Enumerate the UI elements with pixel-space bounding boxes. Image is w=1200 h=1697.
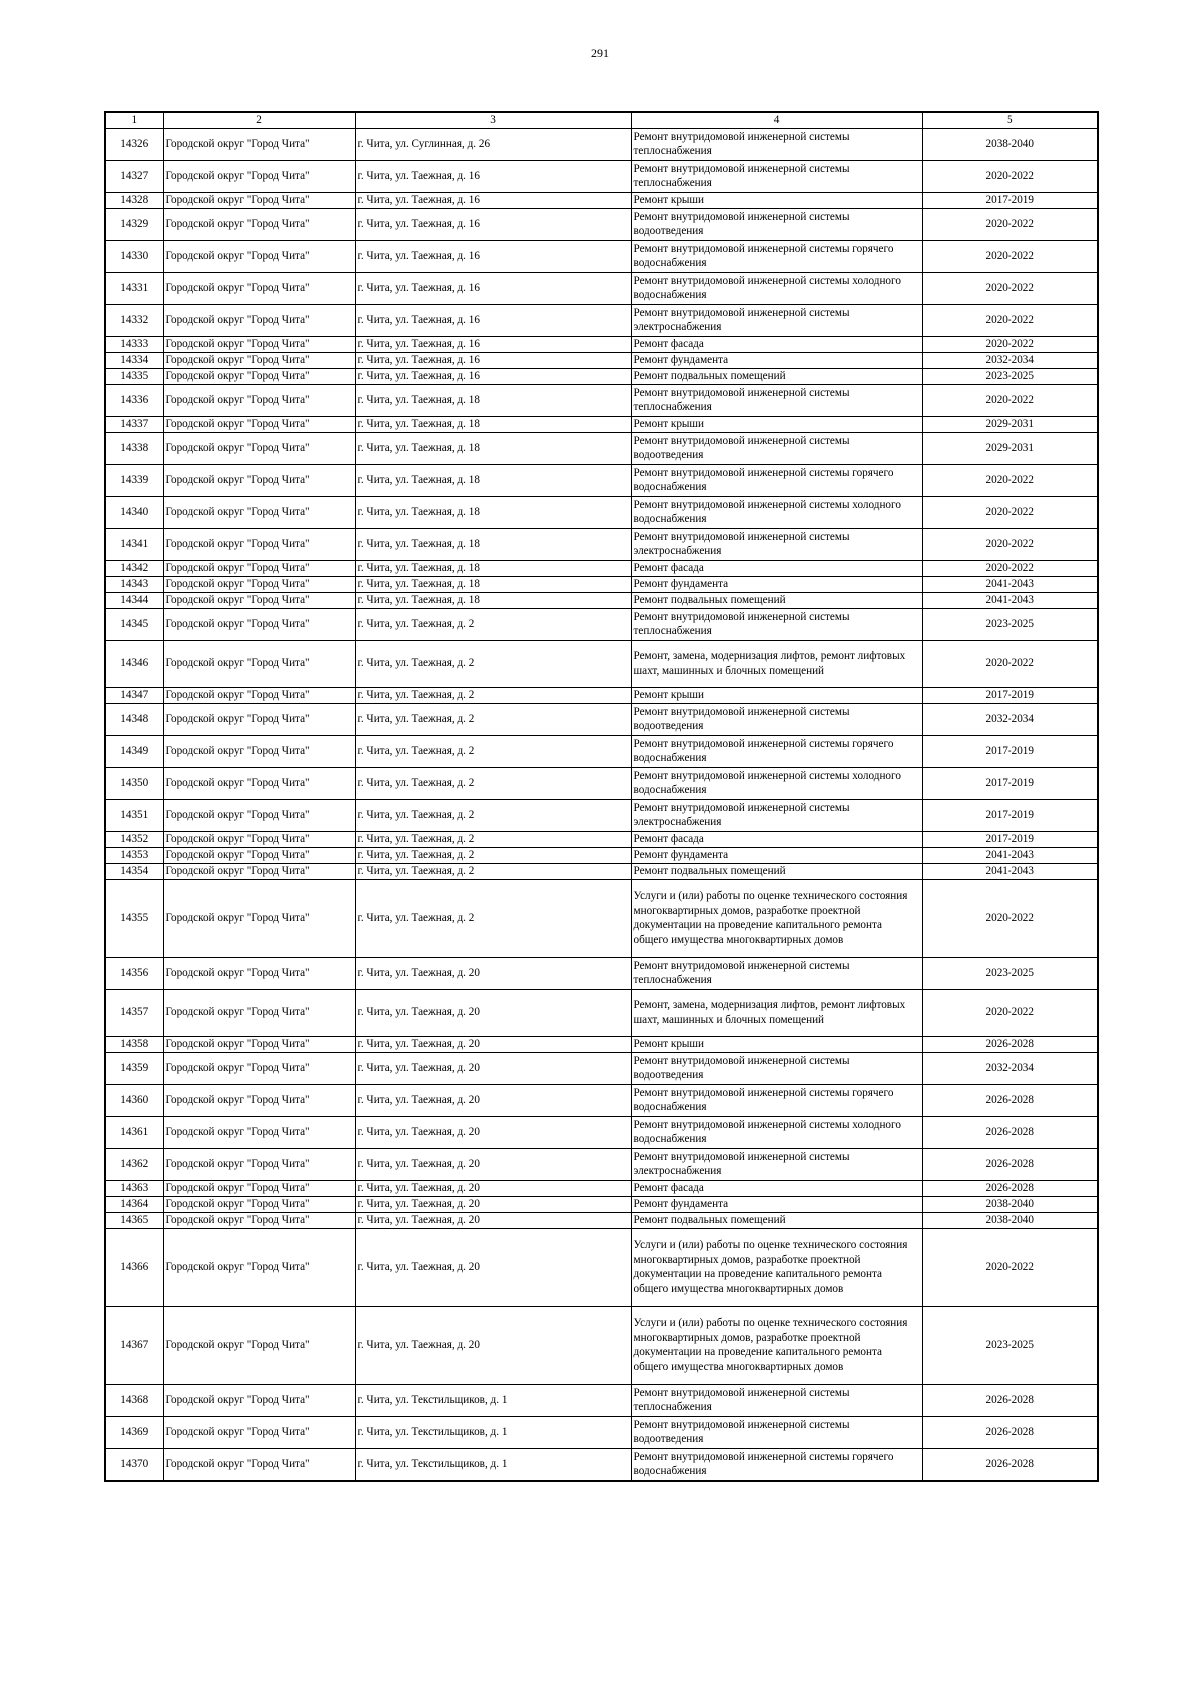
table-row (105, 1052, 1098, 1084)
period-cell: 2020-2022 (922, 384, 1098, 416)
address-cell: г. Чита, ул. Таежная, д. 20 (355, 1084, 631, 1116)
column-number: 1 (105, 112, 163, 128)
row-number: 14355 (105, 879, 163, 957)
address-cell: г. Чита, ул. Таежная, д. 18 (355, 432, 631, 464)
capital-repair-table (104, 111, 1099, 1482)
row-number: 14353 (105, 847, 163, 863)
work-type-cell: Ремонт крыши (631, 1036, 922, 1052)
work-type-cell: Ремонт внутридомовой инженерной системы теплоснабжения (631, 957, 922, 989)
row-number: 14332 (105, 304, 163, 336)
address-cell: г. Чита, ул. Таежная, д. 18 (355, 528, 631, 560)
row-number: 14338 (105, 432, 163, 464)
row-number: 14328 (105, 192, 163, 208)
row-number: 14352 (105, 831, 163, 847)
municipality-cell: Городской округ "Город Чита" (163, 560, 355, 576)
period-cell: 2020-2022 (922, 464, 1098, 496)
municipality-cell: Городской округ "Город Чита" (163, 831, 355, 847)
table-row (105, 767, 1098, 799)
table-row (105, 160, 1098, 192)
period-cell: 2017-2019 (922, 192, 1098, 208)
address-cell: г. Чита, ул. Таежная, д. 16 (355, 352, 631, 368)
address-cell: г. Чита, ул. Текстильщиков, д. 1 (355, 1384, 631, 1416)
address-cell: г. Чита, ул. Таежная, д. 20 (355, 1196, 631, 1212)
row-number: 14346 (105, 640, 163, 687)
row-number: 14351 (105, 799, 163, 831)
municipality-cell: Городской округ "Город Чита" (163, 1116, 355, 1148)
address-cell: г. Чита, ул. Таежная, д. 20 (355, 1036, 631, 1052)
work-type-cell: Ремонт подвальных помещений (631, 863, 922, 879)
row-number: 14362 (105, 1148, 163, 1180)
work-type-cell: Ремонт крыши (631, 687, 922, 703)
table-row (105, 528, 1098, 560)
period-cell: 2020-2022 (922, 496, 1098, 528)
table-row (105, 799, 1098, 831)
address-cell: г. Чита, ул. Таежная, д. 18 (355, 384, 631, 416)
work-type-cell: Ремонт подвальных помещений (631, 368, 922, 384)
address-cell: г. Чита, ул. Таежная, д. 16 (355, 240, 631, 272)
period-cell: 2026-2028 (922, 1148, 1098, 1180)
work-type-cell: Ремонт внутридомовой инженерной системы электроснабжения (631, 1148, 922, 1180)
municipality-cell: Городской округ "Город Чита" (163, 989, 355, 1036)
work-type-cell: Ремонт внутридомовой инженерной системы горячего водоснабжения (631, 1448, 922, 1481)
period-cell: 2038-2040 (922, 1196, 1098, 1212)
table-row (105, 847, 1098, 863)
table-row (105, 1384, 1098, 1416)
address-cell: г. Чита, ул. Таежная, д. 16 (355, 192, 631, 208)
work-type-cell: Ремонт, замена, модернизация лифтов, ремонт лифтовых шахт, машинных и блочных помещений (631, 989, 922, 1036)
municipality-cell: Городской округ "Город Чита" (163, 528, 355, 560)
table-row (105, 640, 1098, 687)
row-number: 14366 (105, 1228, 163, 1306)
table-row (105, 336, 1098, 352)
municipality-cell: Городской округ "Город Чита" (163, 799, 355, 831)
table-row (105, 1036, 1098, 1052)
row-number: 14354 (105, 863, 163, 879)
address-cell: г. Чита, ул. Таежная, д. 18 (355, 592, 631, 608)
table-row (105, 272, 1098, 304)
period-cell: 2017-2019 (922, 687, 1098, 703)
row-number: 14337 (105, 416, 163, 432)
municipality-cell: Городской округ "Город Чита" (163, 1084, 355, 1116)
municipality-cell: Городской округ "Город Чита" (163, 192, 355, 208)
work-type-cell: Услуги и (или) работы по оценке технического состояния многоквартирных домов, разработке проектной документации на проведение капитального ремонта общего имущества многоквартирных домов (631, 1228, 922, 1306)
address-cell: г. Чита, ул. Таежная, д. 16 (355, 304, 631, 336)
work-type-cell: Ремонт внутридомовой инженерной системы водоотведения (631, 208, 922, 240)
work-type-cell: Ремонт внутридомовой инженерной системы холодного водоснабжения (631, 767, 922, 799)
period-cell: 2020-2022 (922, 879, 1098, 957)
row-number: 14349 (105, 735, 163, 767)
period-cell: 2029-2031 (922, 432, 1098, 464)
row-number: 14358 (105, 1036, 163, 1052)
municipality-cell: Городской округ "Город Чита" (163, 1148, 355, 1180)
row-number: 14359 (105, 1052, 163, 1084)
table-row (105, 1180, 1098, 1196)
address-cell: г. Чита, ул. Таежная, д. 2 (355, 608, 631, 640)
column-number-row (105, 112, 1098, 128)
period-cell: 2029-2031 (922, 416, 1098, 432)
table-row (105, 687, 1098, 703)
work-type-cell: Ремонт внутридомовой инженерной системы водоотведения (631, 432, 922, 464)
work-type-cell: Ремонт фундамента (631, 352, 922, 368)
table-row (105, 240, 1098, 272)
work-type-cell: Ремонт фундамента (631, 847, 922, 863)
row-number: 14330 (105, 240, 163, 272)
address-cell: г. Чита, ул. Таежная, д. 16 (355, 272, 631, 304)
municipality-cell: Городской округ "Город Чита" (163, 304, 355, 336)
municipality-cell: Городской округ "Город Чита" (163, 384, 355, 416)
table-row (105, 464, 1098, 496)
period-cell: 2020-2022 (922, 1228, 1098, 1306)
table-row (105, 304, 1098, 336)
row-number: 14368 (105, 1384, 163, 1416)
municipality-cell: Городской округ "Город Чита" (163, 847, 355, 863)
row-number: 14361 (105, 1116, 163, 1148)
work-type-cell: Ремонт внутридомовой инженерной системы электроснабжения (631, 799, 922, 831)
row-number: 14369 (105, 1416, 163, 1448)
row-number: 14327 (105, 160, 163, 192)
column-number: 4 (631, 112, 922, 128)
period-cell: 2017-2019 (922, 735, 1098, 767)
municipality-cell: Городской округ "Город Чита" (163, 703, 355, 735)
page-number: 291 (591, 46, 609, 60)
row-number: 14326 (105, 128, 163, 160)
municipality-cell: Городской округ "Город Чита" (163, 640, 355, 687)
period-cell: 2026-2028 (922, 1116, 1098, 1148)
row-number: 14347 (105, 687, 163, 703)
table-row (105, 1084, 1098, 1116)
table-row (105, 703, 1098, 735)
address-cell: г. Чита, ул. Таежная, д. 2 (355, 863, 631, 879)
period-cell: 2026-2028 (922, 1084, 1098, 1116)
period-cell: 2017-2019 (922, 799, 1098, 831)
row-number: 14335 (105, 368, 163, 384)
table-row (105, 957, 1098, 989)
row-number: 14341 (105, 528, 163, 560)
municipality-cell: Городской округ "Город Чита" (163, 464, 355, 496)
row-number: 14365 (105, 1212, 163, 1228)
period-cell: 2026-2028 (922, 1416, 1098, 1448)
work-type-cell: Ремонт, замена, модернизация лифтов, ремонт лифтовых шахт, машинных и блочных помещений (631, 640, 922, 687)
table-row (105, 1196, 1098, 1212)
row-number: 14350 (105, 767, 163, 799)
row-number: 14333 (105, 336, 163, 352)
municipality-cell: Городской округ "Город Чита" (163, 368, 355, 384)
table-row (105, 192, 1098, 208)
address-cell: г. Чита, ул. Таежная, д. 18 (355, 576, 631, 592)
address-cell: г. Чита, ул. Таежная, д. 20 (355, 1212, 631, 1228)
municipality-cell: Городской округ "Город Чита" (163, 879, 355, 957)
period-cell: 2020-2022 (922, 272, 1098, 304)
address-cell: г. Чита, ул. Таежная, д. 2 (355, 735, 631, 767)
period-cell: 2020-2022 (922, 989, 1098, 1036)
municipality-cell: Городской округ "Город Чита" (163, 416, 355, 432)
address-cell: г. Чита, ул. Таежная, д. 2 (355, 703, 631, 735)
municipality-cell: Городской округ "Город Чита" (163, 496, 355, 528)
period-cell: 2023-2025 (922, 957, 1098, 989)
municipality-cell: Городской округ "Город Чита" (163, 687, 355, 703)
table-row (105, 831, 1098, 847)
period-cell: 2020-2022 (922, 240, 1098, 272)
table-row (105, 432, 1098, 464)
period-cell: 2041-2043 (922, 576, 1098, 592)
period-cell: 2041-2043 (922, 863, 1098, 879)
table-row (105, 128, 1098, 160)
work-type-cell: Ремонт внутридомовой инженерной системы горячего водоснабжения (631, 1084, 922, 1116)
municipality-cell: Городской округ "Город Чита" (163, 1306, 355, 1384)
row-number: 14348 (105, 703, 163, 735)
work-type-cell: Ремонт внутридомовой инженерной системы теплоснабжения (631, 128, 922, 160)
row-number: 14370 (105, 1448, 163, 1481)
row-number: 14357 (105, 989, 163, 1036)
address-cell: г. Чита, ул. Таежная, д. 20 (355, 1148, 631, 1180)
address-cell: г. Чита, ул. Таежная, д. 16 (355, 208, 631, 240)
table-row (105, 1306, 1098, 1384)
table-row (105, 1416, 1098, 1448)
work-type-cell: Ремонт крыши (631, 192, 922, 208)
period-cell: 2023-2025 (922, 1306, 1098, 1384)
period-cell: 2026-2028 (922, 1036, 1098, 1052)
municipality-cell: Городской округ "Город Чита" (163, 767, 355, 799)
municipality-cell: Городской округ "Город Чита" (163, 432, 355, 464)
work-type-cell: Ремонт внутридомовой инженерной системы холодного водоснабжения (631, 496, 922, 528)
row-number: 14334 (105, 352, 163, 368)
municipality-cell: Городской округ "Город Чита" (163, 336, 355, 352)
municipality-cell: Городской округ "Город Чита" (163, 608, 355, 640)
address-cell: г. Чита, ул. Таежная, д. 20 (355, 1228, 631, 1306)
period-cell: 2020-2022 (922, 336, 1098, 352)
municipality-cell: Городской округ "Город Чита" (163, 1448, 355, 1481)
work-type-cell: Ремонт внутридомовой инженерной системы водоотведения (631, 703, 922, 735)
table-row (105, 496, 1098, 528)
period-cell: 2020-2022 (922, 160, 1098, 192)
municipality-cell: Городской округ "Город Чита" (163, 863, 355, 879)
period-cell: 2023-2025 (922, 368, 1098, 384)
work-type-cell: Ремонт крыши (631, 416, 922, 432)
column-number: 3 (355, 112, 631, 128)
table-row (105, 592, 1098, 608)
work-type-cell: Ремонт внутридомовой инженерной системы водоотведения (631, 1052, 922, 1084)
period-cell: 2017-2019 (922, 831, 1098, 847)
address-cell: г. Чита, ул. Таежная, д. 18 (355, 560, 631, 576)
row-number: 14342 (105, 560, 163, 576)
period-cell: 2020-2022 (922, 208, 1098, 240)
table-row (105, 560, 1098, 576)
period-cell: 2041-2043 (922, 847, 1098, 863)
period-cell: 2023-2025 (922, 608, 1098, 640)
table-row (105, 416, 1098, 432)
municipality-cell: Городской округ "Город Чита" (163, 1180, 355, 1196)
address-cell: г. Чита, ул. Таежная, д. 2 (355, 799, 631, 831)
row-number: 14345 (105, 608, 163, 640)
table-row (105, 863, 1098, 879)
work-type-cell: Ремонт фундамента (631, 576, 922, 592)
municipality-cell: Городской округ "Город Чита" (163, 160, 355, 192)
table-row (105, 1212, 1098, 1228)
period-cell: 2020-2022 (922, 640, 1098, 687)
work-type-cell: Ремонт внутридомовой инженерной системы теплоснабжения (631, 608, 922, 640)
row-number: 14344 (105, 592, 163, 608)
work-type-cell: Ремонт подвальных помещений (631, 592, 922, 608)
work-type-cell: Ремонт подвальных помещений (631, 1212, 922, 1228)
row-number: 14356 (105, 957, 163, 989)
work-type-cell: Ремонт внутридомовой инженерной системы электроснабжения (631, 528, 922, 560)
row-number: 14364 (105, 1196, 163, 1212)
address-cell: г. Чита, ул. Таежная, д. 20 (355, 1116, 631, 1148)
table-row (105, 208, 1098, 240)
table-row (105, 1228, 1098, 1306)
municipality-cell: Городской округ "Город Чита" (163, 272, 355, 304)
table-row (105, 1116, 1098, 1148)
row-number: 14343 (105, 576, 163, 592)
period-cell: 2020-2022 (922, 528, 1098, 560)
municipality-cell: Городской округ "Город Чита" (163, 1196, 355, 1212)
address-cell: г. Чита, ул. Таежная, д. 2 (355, 687, 631, 703)
table-body (105, 112, 1098, 1481)
table-row (105, 576, 1098, 592)
column-number: 2 (163, 112, 355, 128)
municipality-cell: Городской округ "Город Чита" (163, 1384, 355, 1416)
period-cell: 2020-2022 (922, 560, 1098, 576)
address-cell: г. Чита, ул. Таежная, д. 16 (355, 160, 631, 192)
address-cell: г. Чита, ул. Таежная, д. 20 (355, 1306, 631, 1384)
work-type-cell: Ремонт внутридомовой инженерной системы холодного водоснабжения (631, 272, 922, 304)
table-row (105, 989, 1098, 1036)
address-cell: г. Чита, ул. Таежная, д. 16 (355, 368, 631, 384)
period-cell: 2038-2040 (922, 128, 1098, 160)
table-row (105, 368, 1098, 384)
period-cell: 2020-2022 (922, 304, 1098, 336)
work-type-cell: Ремонт внутридомовой инженерной системы теплоснабжения (631, 160, 922, 192)
address-cell: г. Чита, ул. Таежная, д. 2 (355, 640, 631, 687)
work-type-cell: Ремонт фасада (631, 831, 922, 847)
address-cell: г. Чита, ул. Таежная, д. 16 (355, 336, 631, 352)
address-cell: г. Чита, ул. Таежная, д. 2 (355, 767, 631, 799)
period-cell: 2017-2019 (922, 767, 1098, 799)
address-cell: г. Чита, ул. Таежная, д. 20 (355, 1052, 631, 1084)
address-cell: г. Чита, ул. Таежная, д. 2 (355, 847, 631, 863)
municipality-cell: Городской округ "Город Чита" (163, 735, 355, 767)
municipality-cell: Городской округ "Город Чита" (163, 957, 355, 989)
row-number: 14360 (105, 1084, 163, 1116)
work-type-cell: Услуги и (или) работы по оценке технического состояния многоквартирных домов, разработке проектной документации на проведение капитального ремонта общего имущества многоквартирных домов (631, 879, 922, 957)
municipality-cell: Городской округ "Город Чита" (163, 240, 355, 272)
municipality-cell: Городской округ "Город Чита" (163, 592, 355, 608)
work-type-cell: Услуги и (или) работы по оценке технического состояния многоквартирных домов, разработке проектной документации на проведение капитального ремонта общего имущества многоквартирных домов (631, 1306, 922, 1384)
address-cell: г. Чита, ул. Таежная, д. 20 (355, 1180, 631, 1196)
municipality-cell: Городской округ "Город Чита" (163, 1212, 355, 1228)
address-cell: г. Чита, ул. Таежная, д. 2 (355, 879, 631, 957)
municipality-cell: Городской округ "Город Чита" (163, 576, 355, 592)
work-type-cell: Ремонт внутридомовой инженерной системы водоотведения (631, 1416, 922, 1448)
table-row (105, 1448, 1098, 1481)
period-cell: 2032-2034 (922, 1052, 1098, 1084)
table-row (105, 735, 1098, 767)
municipality-cell: Городской округ "Город Чита" (163, 352, 355, 368)
address-cell: г. Чита, ул. Суглинная, д. 26 (355, 128, 631, 160)
row-number: 14363 (105, 1180, 163, 1196)
work-type-cell: Ремонт фасада (631, 1180, 922, 1196)
municipality-cell: Городской округ "Город Чита" (163, 1052, 355, 1084)
municipality-cell: Городской округ "Город Чита" (163, 1416, 355, 1448)
row-number: 14340 (105, 496, 163, 528)
work-type-cell: Ремонт внутридомовой инженерной системы горячего водоснабжения (631, 735, 922, 767)
address-cell: г. Чита, ул. Таежная, д. 18 (355, 464, 631, 496)
address-cell: г. Чита, ул. Таежная, д. 18 (355, 416, 631, 432)
period-cell: 2032-2034 (922, 352, 1098, 368)
address-cell: г. Чита, ул. Текстильщиков, д. 1 (355, 1416, 631, 1448)
municipality-cell: Городской округ "Город Чита" (163, 1228, 355, 1306)
address-cell: г. Чита, ул. Таежная, д. 20 (355, 957, 631, 989)
table-row (105, 608, 1098, 640)
work-type-cell: Ремонт фасада (631, 336, 922, 352)
row-number: 14331 (105, 272, 163, 304)
table-row (105, 879, 1098, 957)
period-cell: 2041-2043 (922, 592, 1098, 608)
period-cell: 2026-2028 (922, 1384, 1098, 1416)
period-cell: 2026-2028 (922, 1448, 1098, 1481)
period-cell: 2032-2034 (922, 703, 1098, 735)
address-cell: г. Чита, ул. Таежная, д. 18 (355, 496, 631, 528)
work-type-cell: Ремонт фасада (631, 560, 922, 576)
work-type-cell: Ремонт внутридомовой инженерной системы теплоснабжения (631, 384, 922, 416)
table-row (105, 1148, 1098, 1180)
address-cell: г. Чита, ул. Таежная, д. 20 (355, 989, 631, 1036)
row-number: 14339 (105, 464, 163, 496)
work-type-cell: Ремонт внутридомовой инженерной системы теплоснабжения (631, 1384, 922, 1416)
period-cell: 2026-2028 (922, 1180, 1098, 1196)
period-cell: 2038-2040 (922, 1212, 1098, 1228)
work-type-cell: Ремонт внутридомовой инженерной системы холодного водоснабжения (631, 1116, 922, 1148)
address-cell: г. Чита, ул. Текстильщиков, д. 1 (355, 1448, 631, 1481)
table-row (105, 352, 1098, 368)
work-type-cell: Ремонт фундамента (631, 1196, 922, 1212)
work-type-cell: Ремонт внутридомовой инженерной системы горячего водоснабжения (631, 464, 922, 496)
column-number: 5 (922, 112, 1098, 128)
municipality-cell: Городской округ "Город Чита" (163, 128, 355, 160)
work-type-cell: Ремонт внутридомовой инженерной системы горячего водоснабжения (631, 240, 922, 272)
municipality-cell: Городской округ "Город Чита" (163, 1036, 355, 1052)
row-number: 14329 (105, 208, 163, 240)
address-cell: г. Чита, ул. Таежная, д. 2 (355, 831, 631, 847)
row-number: 14336 (105, 384, 163, 416)
municipality-cell: Городской округ "Город Чита" (163, 208, 355, 240)
work-type-cell: Ремонт внутридомовой инженерной системы электроснабжения (631, 304, 922, 336)
row-number: 14367 (105, 1306, 163, 1384)
table-row (105, 384, 1098, 416)
